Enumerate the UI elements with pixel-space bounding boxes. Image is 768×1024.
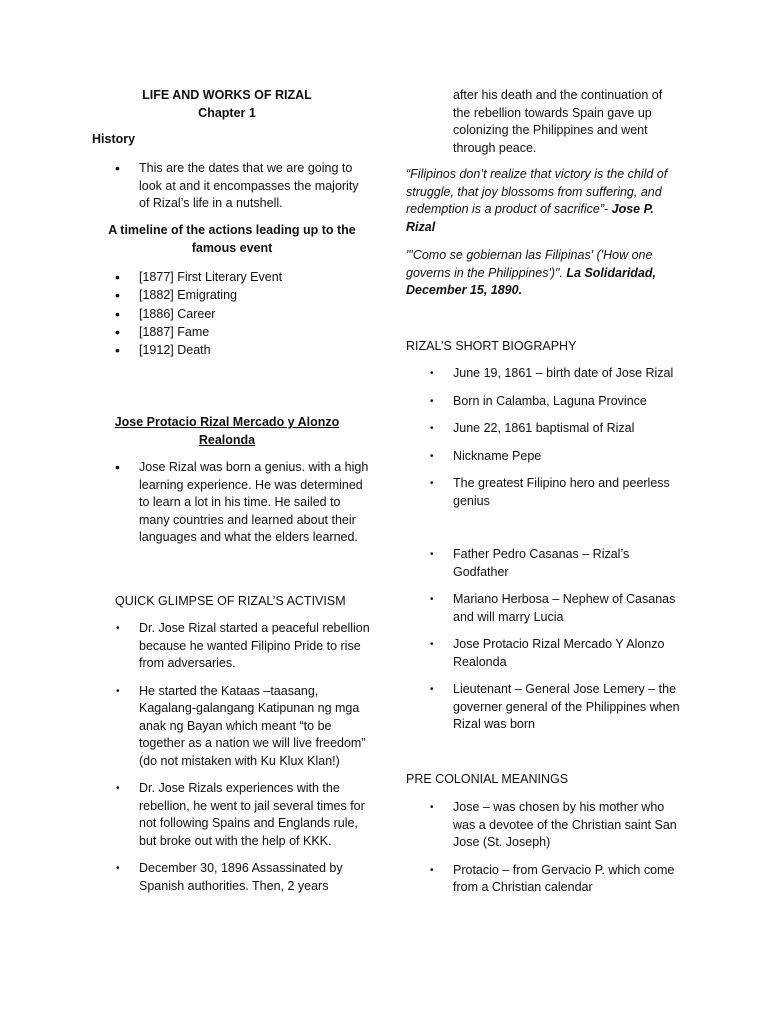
bio-item: • Father Pedro Casanas – Rizal’s Godfather	[406, 546, 686, 581]
bio-item: • The greatest Filipino hero and peerless genius	[406, 475, 686, 510]
continuation-paragraph: after his death and the continuation of the rebellion towards Spain gave up colonizing the Philippines and went through peace.	[453, 88, 663, 155]
document-title-block	[92, 87, 362, 122]
bio-item: • Mariano Herbosa – Nephew of Casanas and will marry Lucia	[406, 591, 686, 626]
biography-list-b	[406, 546, 686, 744]
list-item	[92, 459, 372, 547]
bio-item: • June 19, 1861 – birth date of Jose Rizal	[406, 365, 686, 383]
quote-author: Jose P. Rizal	[406, 202, 654, 234]
genius-line-rest: learning experience. He was determined to learn a lot in his time. He sailed to many countries and learned about their languages and what the elders learned.	[139, 477, 363, 544]
rizal-quote	[406, 166, 674, 236]
list-item: • This are the dates that we are going to look at and it encompasses the majority of Rizal’s life in a nutshell.	[92, 160, 372, 213]
activism-item: • Dr. Jose Rizal started a peaceful rebellion because he wanted Filipino Pride to rise from adversaries.	[92, 620, 372, 673]
activism-item: • Dr. Jose Rizals experiences with the rebellion, he went to jail several times for not following Spains and Englands rule, but broke out with the help of KKK.	[92, 780, 372, 850]
timeline-heading: A timeline of the actions leading up to the famous event	[108, 223, 356, 255]
bio-item: • June 22, 1861 baptismal of Rizal	[406, 420, 686, 438]
document-title: LIFE AND WORKS OF RIZAL	[142, 88, 312, 102]
activism-item: • December 30, 1896 Assassinated by Spanish authorities. Then, 2 years	[92, 860, 372, 895]
timeline-item: • [1882] Emigrating	[92, 286, 372, 304]
bio-item: • Nickname Pepe	[406, 448, 686, 466]
bio-item: • Jose Protacio Rizal Mercado Y Alonzo Realonda	[406, 636, 686, 671]
precolonial-heading: PRE COLONIAL MEANINGS	[406, 772, 569, 786]
quote-text: “Filipinos don’t realize that victory is the child of struggle, that joy blossoms from suffering, and redemption is a product of sacrifice”-	[406, 167, 668, 216]
biography-heading: RIZAL’S SHORT BIOGRAPHY	[406, 339, 577, 353]
bio-item: • Born in Calamba, Laguna Province	[406, 393, 686, 411]
precolonial-item: • Jose – was chosen by his mother who was a devotee of the Christian saint San Jose (St. Joseph)	[406, 799, 686, 852]
timeline-item: • [1877] First Literary Event	[92, 268, 372, 286]
solidaridad-source: La Solidaridad, December 15, 1890.	[406, 265, 656, 297]
chapter-label: Chapter 1	[198, 105, 256, 120]
activism-list	[92, 620, 372, 905]
name-heading: Jose Protacio Rizal Mercado y Alonzo Realonda	[114, 415, 340, 447]
genius-line-1: Jose Rizal was born a genius. with a high	[139, 460, 369, 474]
precolonial-list	[406, 799, 686, 907]
activism-item: • He started the Kataas –taasang, Kagalang-galangang Katipunan ng mga anak ng Bayan which meant “to be together as a nation we will live freedom” (do not mistaken with Ku Klux Klan!)	[92, 683, 372, 771]
timeline-item: • [1912] Death	[92, 341, 372, 359]
precolonial-item: • Protacio – from Gervacio P. which come from a Christian calendar	[406, 862, 686, 897]
activism-heading: QUICK GLIMPSE OF RIZAL’S ACTIVISM	[115, 594, 346, 608]
history-list	[92, 160, 372, 213]
timeline-item: • [1887] Fame	[92, 323, 372, 341]
genius-list	[92, 459, 372, 547]
timeline-item: • [1886] Career	[92, 305, 372, 323]
bio-item: • Lieutenant – General Jose Lemery – the governer general of the Philippines when Rizal was born	[406, 681, 686, 734]
solidaridad-citation	[406, 247, 686, 300]
solidaridad-text: "'Como se gobiernan las Filipinas' ('How one governs in the Philippines')".	[406, 248, 653, 280]
timeline-list	[92, 268, 372, 359]
biography-list-a	[406, 365, 686, 520]
history-heading: History	[92, 132, 136, 146]
